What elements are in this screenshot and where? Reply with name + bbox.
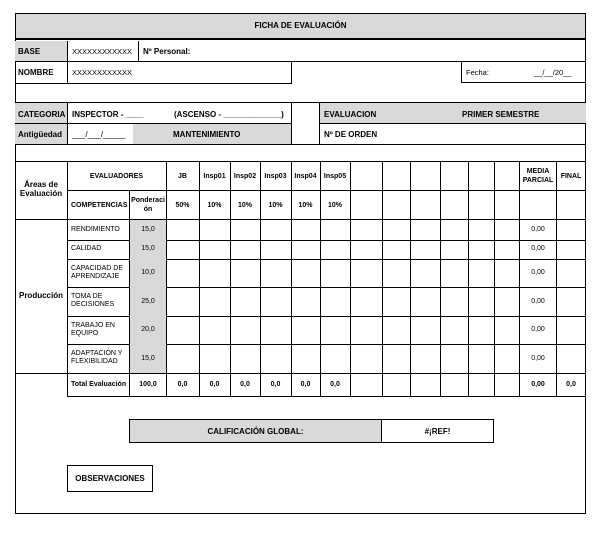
total-score-insp01: 0,0 <box>209 381 220 388</box>
total-score-insp03: 0,0 <box>270 381 281 388</box>
observaciones-label: OBSERVACIONES <box>75 474 145 483</box>
evaluator-insp02: Insp02 <box>233 173 257 180</box>
total-final: 0,0 <box>566 381 576 388</box>
personal-label: Nº Personal: <box>143 47 191 56</box>
base-value[interactable]: XXXXXXXXXXXX <box>72 47 133 56</box>
ascenso-field[interactable]: (ASCENSO - _____________) <box>174 110 284 119</box>
total-score-insp04: 0,0 <box>300 381 311 388</box>
antiguedad-value[interactable]: ___/___/_____ <box>72 130 126 139</box>
final-label: FINAL <box>560 173 582 180</box>
evaluator-insp01: Insp01 <box>203 173 226 180</box>
antiguedad-label: Antigüedad <box>18 130 62 139</box>
evaluadores-label: EVALUADORES <box>89 173 144 180</box>
row-competencia: CALIDAD <box>71 245 102 252</box>
area-produccion: Producción <box>18 291 63 300</box>
total-score-jb: 0,0 <box>177 381 188 388</box>
pct-insp05: 10% <box>327 202 342 209</box>
areas-label: Áreas de Evaluación <box>19 180 63 198</box>
evaluator-jb: JB <box>178 173 187 180</box>
calificacion-label: CALIFICACIÓN GLOBAL: <box>207 427 304 436</box>
evaluator-insp03: Insp03 <box>264 173 287 180</box>
pct-insp02: 10% <box>237 202 252 209</box>
row-media: 0,00 <box>531 298 545 305</box>
orden-label: Nº DE ORDEN <box>324 130 378 139</box>
competencias-label: COMPETENCIAS <box>71 202 128 209</box>
row-pond: 10,0 <box>141 269 155 276</box>
mantenimiento-label: MANTENIMIENTO <box>173 130 241 139</box>
row-competencia: ADAPTACIÓN Y FLEXIBILIDAD <box>71 350 123 365</box>
evaluacion-label: EVALUACION <box>324 110 377 119</box>
row-media: 0,00 <box>531 226 545 233</box>
row-competencia: CAPACIDAD DE APRENDIZAJE <box>71 265 123 280</box>
form-title: FICHA DE EVALUACIÓN <box>254 21 347 30</box>
total-media: 0,00 <box>531 381 545 388</box>
pct-insp04: 10% <box>298 202 313 209</box>
media-parcial-label: MEDIA PARCIAL <box>522 168 554 184</box>
fecha-label: Fecha: <box>466 68 489 77</box>
pct-insp01: 10% <box>207 202 222 209</box>
total-label: Total Evaluación <box>71 381 127 388</box>
nombre-value[interactable]: XXXXXXXXXXXX <box>72 68 133 77</box>
row-media: 0,00 <box>531 326 545 333</box>
row-media: 0,00 <box>531 269 545 276</box>
evaluator-insp04: Insp04 <box>294 173 317 180</box>
categoria-label: CATEGORIA <box>18 110 66 119</box>
ponderacion-column <box>130 220 166 373</box>
row-pond: 15,0 <box>141 355 155 362</box>
row-pond: 15,0 <box>141 245 155 252</box>
row-pond: 15,0 <box>141 226 155 233</box>
row-pond: 20,0 <box>141 326 155 333</box>
row-competencia: TRABAJO EN EQUIPO <box>71 322 115 337</box>
base-label: BASE <box>18 47 41 56</box>
row-media: 0,00 <box>531 245 545 252</box>
row-pond: 25,0 <box>141 298 155 305</box>
row-competencia: RENDIMIENTO <box>71 226 120 233</box>
pct-jb: 50% <box>175 202 190 209</box>
nombre-label: NOMBRE <box>18 68 54 77</box>
fecha-value[interactable]: __/__/20__ <box>534 68 572 77</box>
total-score-insp05: 0,0 <box>330 381 340 388</box>
total-score-insp02: 0,0 <box>240 381 250 388</box>
calificacion-value: #¡REF! <box>424 427 451 436</box>
inspector-field[interactable]: INSPECTOR - ____ <box>72 110 144 119</box>
ponderacion-label: Ponderación <box>131 197 165 213</box>
row-competencia: TOMA DE DECISIONES <box>71 293 115 308</box>
row-media: 0,00 <box>531 355 545 362</box>
semester-label: PRIMER SEMESTRE <box>462 110 540 119</box>
total-pond: 100,0 <box>139 381 157 388</box>
pct-insp03: 10% <box>268 202 283 209</box>
evaluator-insp05: Insp05 <box>323 173 347 180</box>
